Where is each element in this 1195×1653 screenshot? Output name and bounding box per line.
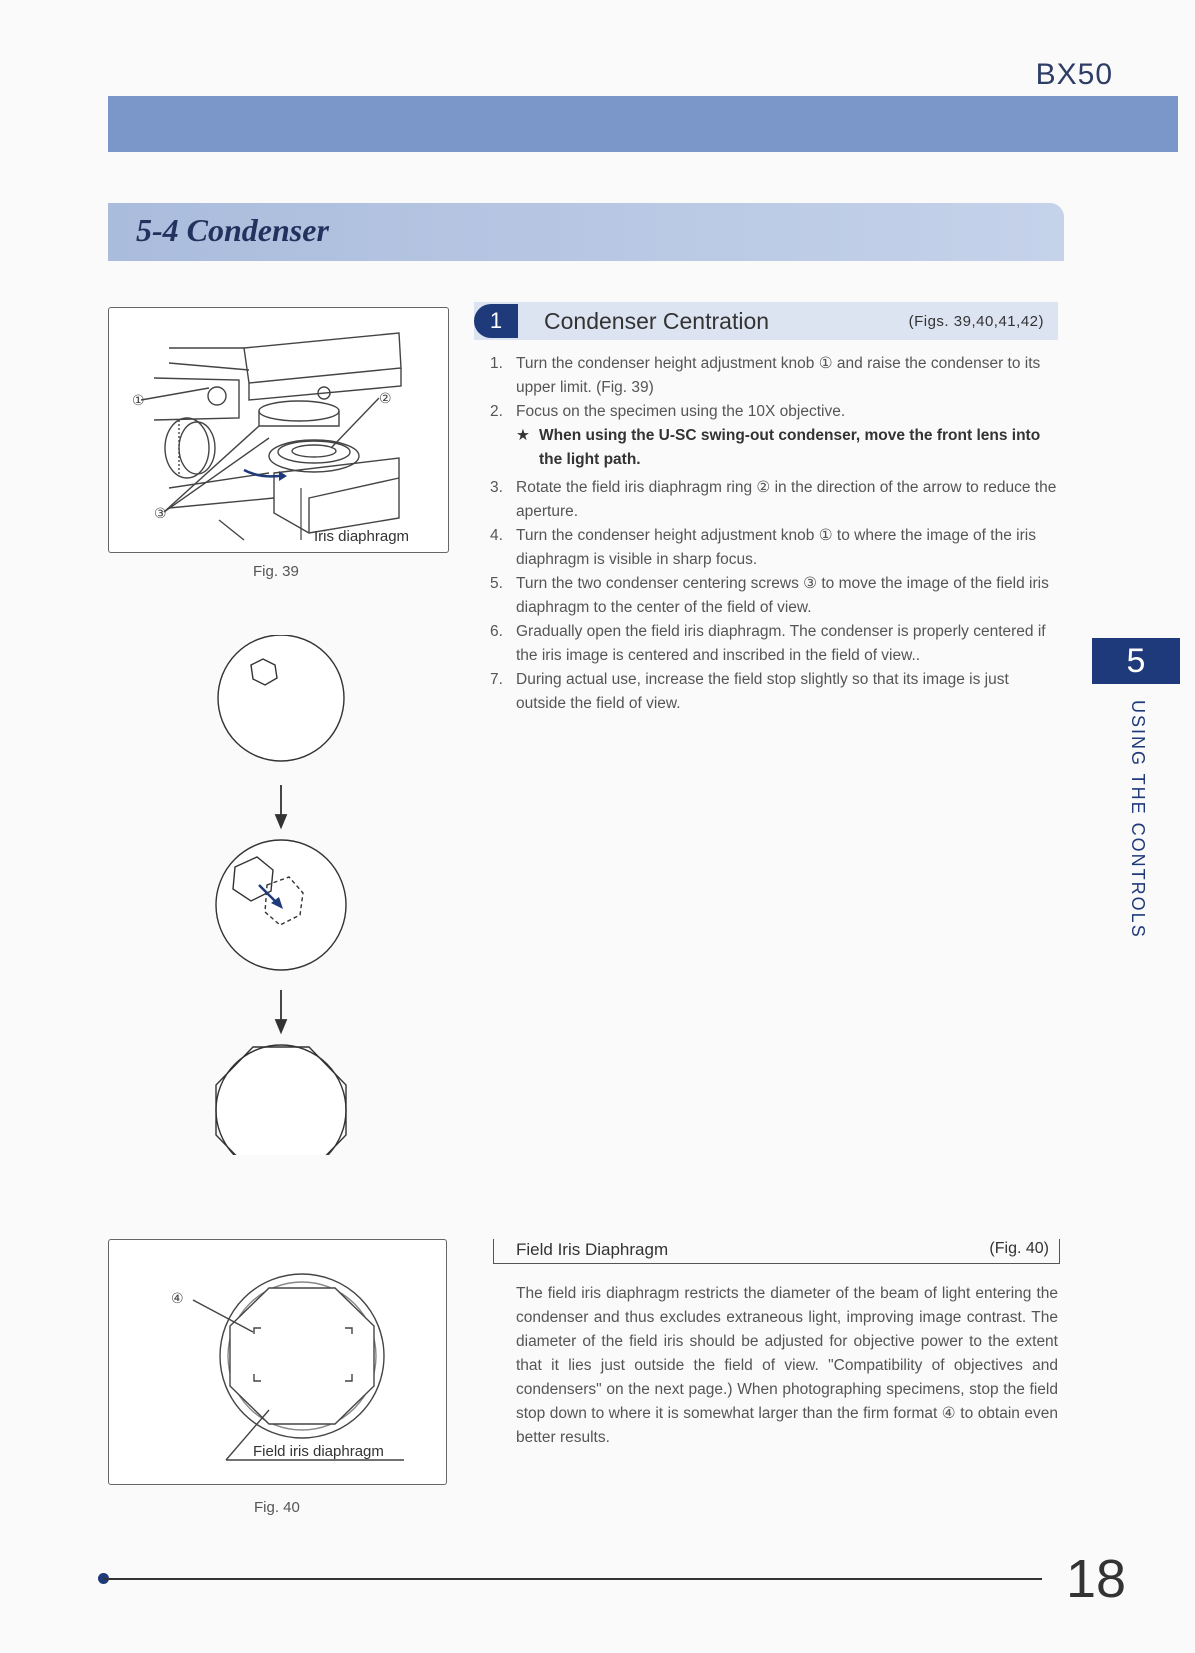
figure-40: [108, 1239, 447, 1485]
figure-39: [108, 307, 449, 553]
condenser-centration-header: [474, 302, 1058, 340]
list-item: 3. Rotate the field iris diaphragm ring ② in the direction of the arrow to reduce the aperture.: [490, 479, 1057, 520]
fig-39-caption: Fig. 39: [253, 563, 299, 580]
list-item: 7. During actual use, increase the field stop slightly so that its image is just outside the field of view.: [490, 671, 1009, 712]
callout-3: ③: [154, 505, 167, 521]
section-title: 5-4 Condenser: [136, 212, 329, 248]
list-item: 6. Gradually open the field iris diaphragm. The condenser is properly centered if the iris image is centered and inscribed in the field of view..: [490, 623, 1046, 664]
iris-diaphragm-label: Iris diaphragm: [314, 528, 410, 545]
view-circle-centered: [216, 1045, 346, 1155]
star-icon: ★: [516, 427, 530, 444]
field-iris-header: [493, 1239, 1060, 1264]
footer-rule: [104, 1578, 1042, 1580]
fig-40-caption: Fig. 40: [254, 1499, 300, 1516]
chapter-label: USING THE CONTROLS: [1128, 700, 1148, 939]
centration-steps: [490, 352, 1060, 716]
view-circle-off-center: [218, 635, 344, 761]
callout-2: ②: [379, 390, 392, 406]
condenser-illustration: [109, 308, 448, 552]
section-band: [108, 203, 1064, 261]
list-item: 2. Focus on the specimen using the 10X objective. ★ When using the U-SC swing-out condenser, move the front lens into the light path.: [490, 400, 1060, 472]
list-item: 4. Turn the condenser height adjustment knob ① to where the image of the iris diaphragm is visible in sharp focus.: [490, 527, 1036, 568]
field-iris-diaphragm-label: Field iris diaphragm: [253, 1443, 384, 1460]
condenser-centration-title: Condenser Centration: [544, 308, 770, 334]
header-band: [108, 96, 1178, 152]
chapter-tab: 5: [1092, 638, 1180, 684]
centration-sequence: [205, 635, 365, 1155]
field-iris-description: The field iris diaphragm restricts the diameter of the beam of light entering the condenser and thus excludes extraneous light, improving image contrast. The diameter of the field iris should be adjusted for objective power to the extent that it lies just outside the field of view. "Compatibility of objectives and condensers" on the next page.) When photographing specimens, stop the field stop down to where it is somewhat larger than the firm format ④ to obtain even better results.: [516, 1285, 1058, 1446]
field-iris-ref: (Fig. 40): [989, 1240, 1049, 1257]
field-iris-illustration: [109, 1240, 446, 1484]
section-number-badge: 1: [474, 304, 518, 338]
figure-reference: (Figs. 39,40,41,42): [908, 313, 1044, 330]
field-iris-title: Field Iris Diaphragm: [516, 1240, 669, 1259]
swing-out-condenser-note: ★ When using the U-SC swing-out condenser, move the front lens into the light path.: [516, 424, 1060, 472]
list-item: 1. Turn the condenser height adjustment knob ① and raise the condenser to its upper limit. (Fig. 39): [490, 355, 1041, 396]
page-number: 18: [1066, 1549, 1127, 1609]
callout-1: ①: [132, 392, 145, 408]
model-name: BX50: [1035, 58, 1113, 91]
callout-4: ④: [171, 1290, 184, 1306]
list-item: 5. Turn the two condenser centering screws ③ to move the image of the field iris diaphragm to the center of the field of view.: [490, 575, 1049, 616]
